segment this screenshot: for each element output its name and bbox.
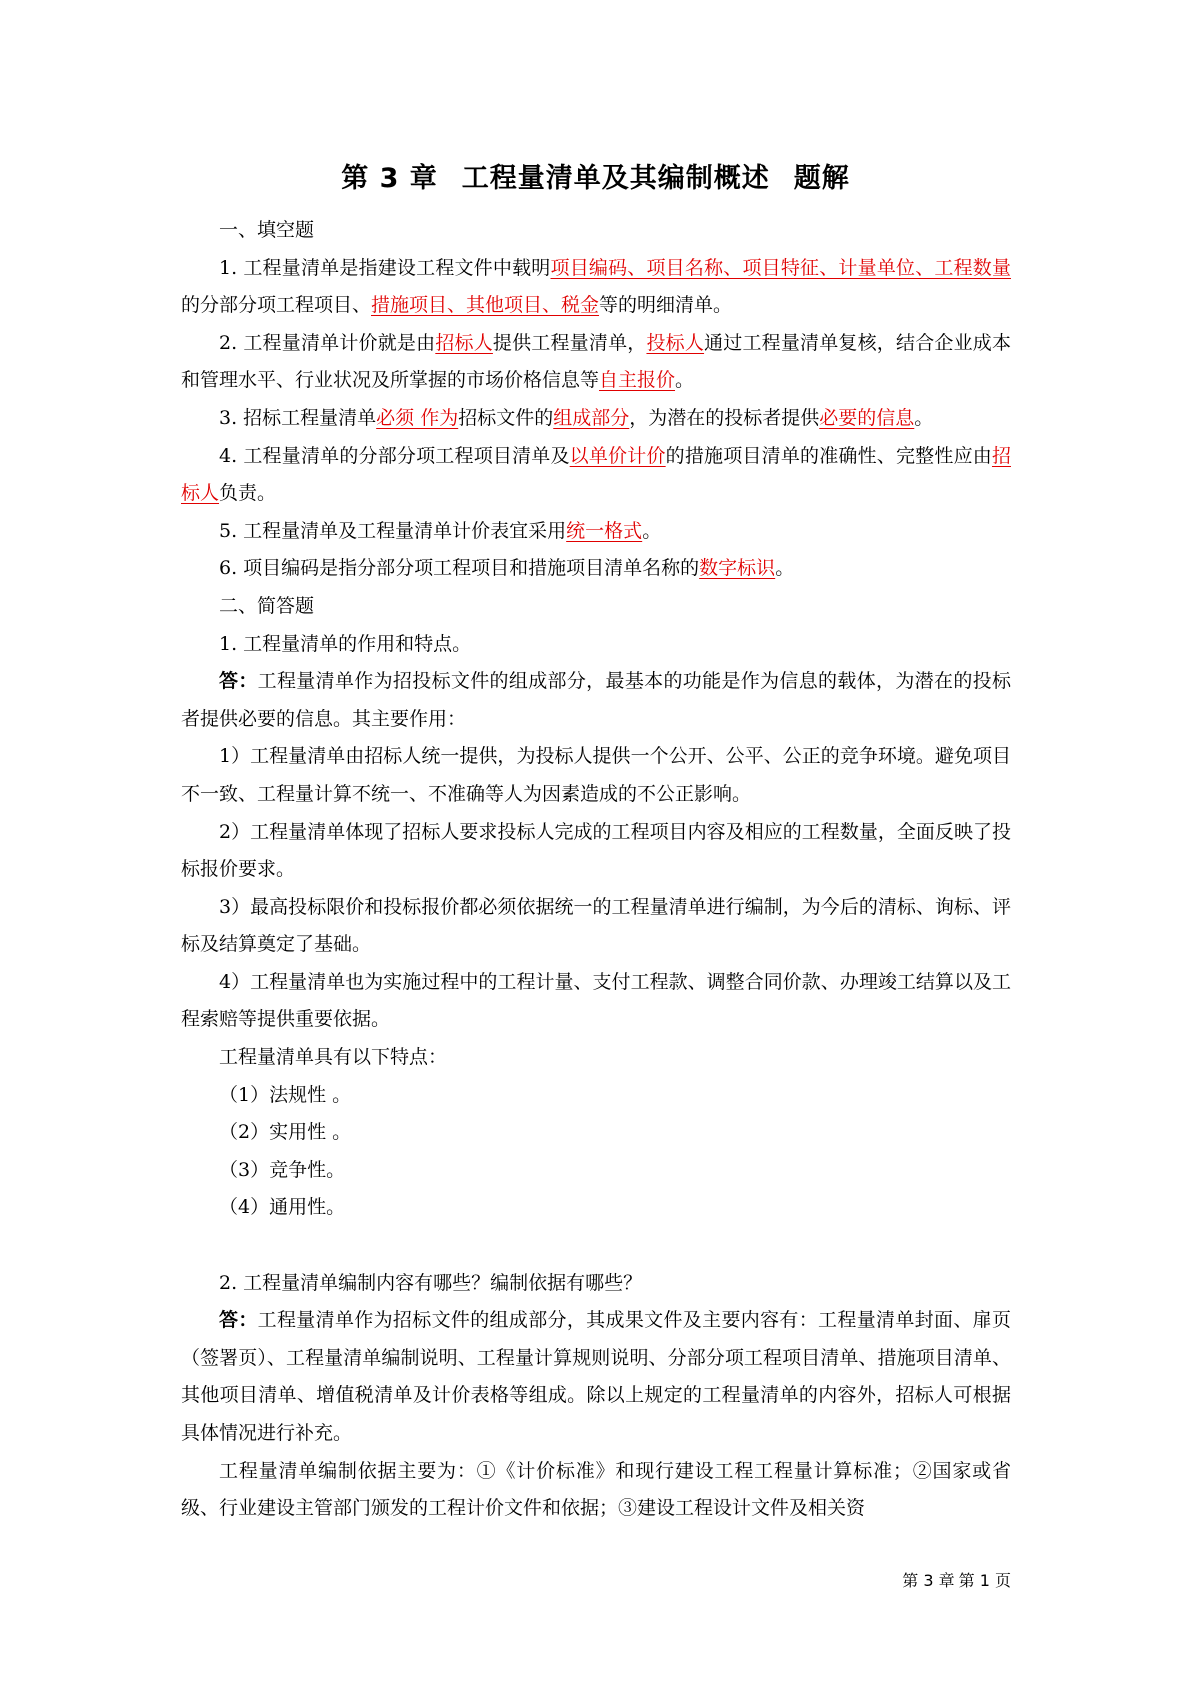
answer-blank: 自主报价 [599,369,676,392]
answer-2: 答：工程量清单作为招标文件的组成部分，其成果文件及主要内容有：工程量清单封面、扉页（签署页）、工程量清单编制说明、工程量计算规则说明、分部分项工程项目清单、措施项目清单、其他项目清单、增值税清单及计价表格等组成。除以上规定的工程量清单的内容外，招标人可根据具体情况进行补充。 [181,1309,1011,1444]
answer-blank: 招标人 [435,331,493,354]
answer-blank: 措施项目、其他项目、税金 [371,294,600,317]
section-heading-fill: 一、填空题 [219,219,315,241]
page-title [0,156,1191,195]
fill-question-3: 3. 招标工程量清单必须 作为招标文件的组成部分，为潜在的投标者提供必要的信息。 [219,406,934,429]
answer-blank: 统一格式 [566,519,643,542]
answer-1-point-2: 2）工程量清单体现了招标人要求投标人完成的工程项目内容及相应的工程数量，全面反映了投标报价要求。 [181,820,1011,881]
fill-question-4: 4. 工程量清单的分部分项工程项目清单及以单价计价的措施项目清单的准确性、完整性应由招标人负责。 [181,444,1011,505]
fill-question-5: 5. 工程量清单及工程量清单计价表宜采用统一格式。 [219,519,662,542]
answer-label: 答： [219,670,258,693]
answer-blank: 项目编码、项目名称、项目特征、计量单位、工程数量 [550,256,1011,279]
answer-blank: 以单价计价 [569,444,666,467]
title-topic: 工程量清单及其编制概述 [461,163,770,194]
short-question-2: 2. 工程量清单编制内容有哪些？编制依据有哪些？ [219,1271,643,1294]
title-chapter: 第 3 章 [341,163,438,194]
answer-1: 答：工程量清单作为招投标文件的组成部分，最基本的功能是作为信息的载体，为潜在的投标者提供必要的信息。其主要作用： [181,670,1011,730]
feature-item: （1）法规性 。 [219,1083,352,1106]
short-question-1: 1. 工程量清单的作用和特点。 [219,632,472,655]
footer-chapter: 第 3 章 [902,1571,955,1590]
answer-blank: 组成部分 [553,406,630,429]
spacer [181,1227,1011,1265]
answer-blank: 投标人 [646,331,705,354]
answer-label: 答： [219,1309,258,1332]
answer-blank: 必须 作为 [376,406,459,429]
answer-1-point-1: 1）工程量清单由招标人统一提供，为投标人提供一个公开、公平、公正的竞争环境。避免项目不一致、工程量计算不统一、不准确等人为因素造成的不公正影响。 [181,745,1011,805]
answer-1-point-3: 3）最高投标限价和投标报价都必须依据统一的工程量清单进行编制，为今后的清标、询标、评标及结算奠定了基础。 [181,895,1011,956]
fill-question-6: 6. 项目编码是指分部分项工程项目和措施项目清单名称的数字标识。 [219,557,795,580]
answer-2-basis: 工程量清单编制依据主要为：①《计价标准》和现行建设工程工程量计算标准；②国家或省级、行业建设主管部门颁发的工程计价文件和依据；③建设工程设计文件及相关资 [181,1459,1011,1520]
feature-item: （4）通用性。 [219,1196,346,1219]
page-footer [898,1568,1011,1591]
features-intro: 工程量清单具有以下特点： [219,1046,448,1069]
fill-question-1: 1. 工程量清单是指建设工程文件中载明项目编码、项目名称、项目特征、计量单位、工程数量的分部分项工程项目、措施项目、其他项目、税金等的明细清单。 [181,256,1011,317]
answer-blank: 必要的信息 [819,406,915,429]
answer-blank: 招标人 [181,444,1011,505]
fill-question-2: 2. 工程量清单计价就是由招标人提供工程量清单，投标人通过工程量清单复核，结合企业成本和管理水平、行业状况及所掌握的市场价格信息等自主报价。 [181,331,1011,392]
answer-blank: 数字标识 [699,557,776,580]
title-suffix: 题解 [793,163,850,194]
feature-item: （2）实用性 。 [219,1121,352,1144]
footer-page-number: 第 1 页 [958,1571,1011,1590]
answer-1-point-4: 4）工程量清单也为实施过程中的工程计量、支付工程款、调整合同价款、办理竣工结算以及工程索赔等提供重要依据。 [181,970,1011,1031]
document-body [181,212,1011,1528]
section-heading-short: 二、简答题 [219,594,315,617]
feature-item: （3）竞争性。 [219,1158,346,1181]
